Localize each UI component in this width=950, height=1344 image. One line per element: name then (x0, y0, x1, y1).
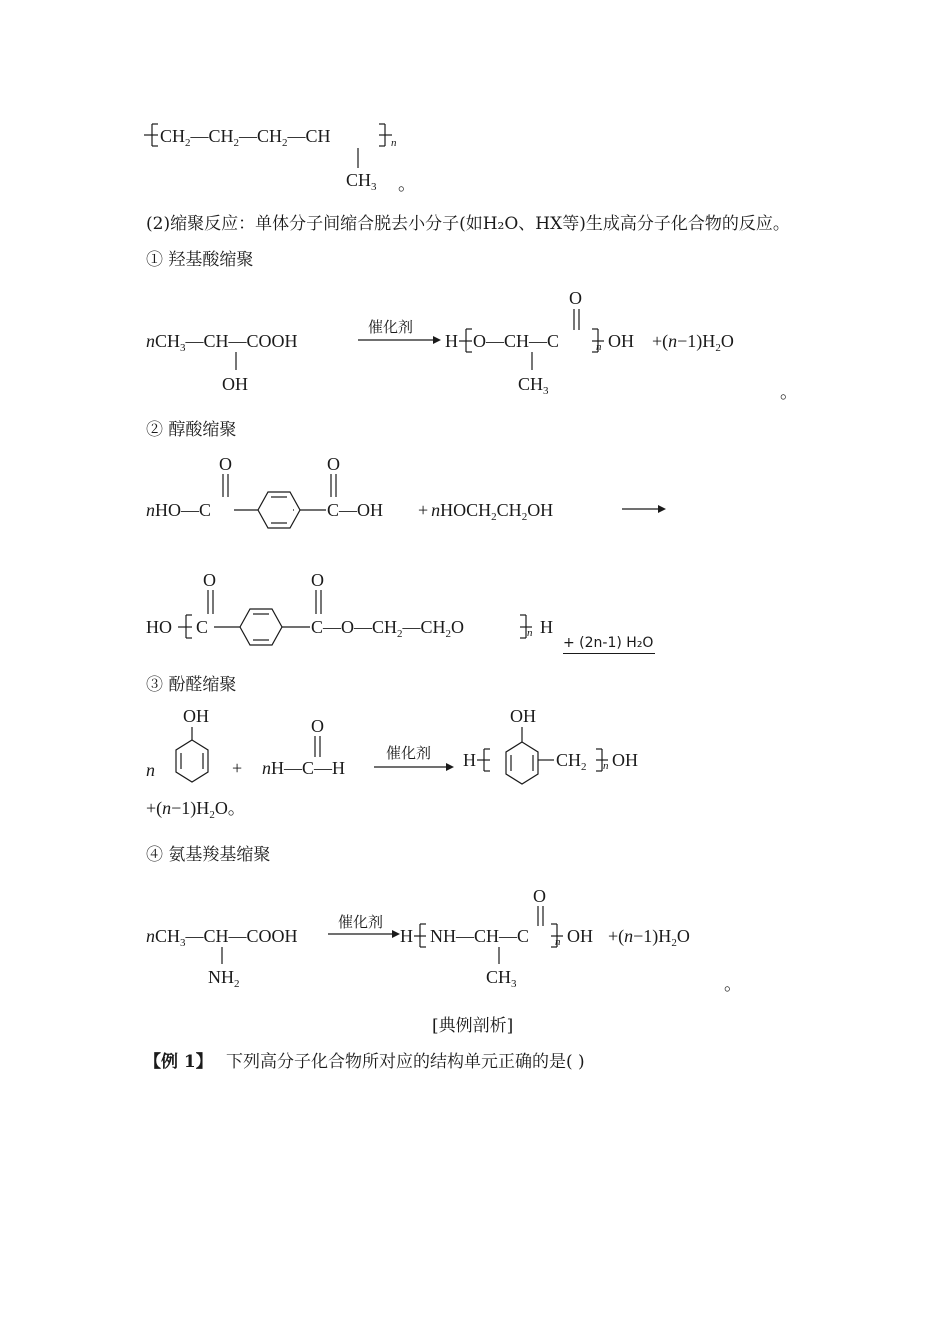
svg-text:nH—C—H: nH—C—H (262, 758, 346, 778)
svg-text:n: n (555, 936, 561, 948)
svg-text:O: O (311, 716, 324, 736)
svg-text:催化剂: 催化剂 (386, 744, 432, 762)
svg-text:CH2: $CH_2$ (556, 750, 587, 773)
svg-text:。: 。 (780, 382, 798, 402)
svg-text:O: O (203, 570, 216, 590)
svg-text:催化剂: 催化剂 (338, 913, 384, 931)
svg-text:nCH3—CH—COOH: nCH$_3$—CH—COOH (146, 926, 298, 949)
heading-amino-carboxyl: ④ 氨基羧基缩聚 (146, 845, 271, 865)
svg-text:C—O—CH2—CH2O: $C—O—CH_2—CH_2O$ (311, 617, 465, 640)
svg-text:。: 。 (724, 974, 742, 994)
svg-text:OH: OH (567, 926, 593, 946)
section-title: [典例剖析] (432, 1016, 514, 1036)
svg-text:NH2: $NH_2$ (208, 967, 240, 990)
svg-text:CH3: $CH_3$ (486, 967, 517, 990)
svg-text:O: O (311, 570, 324, 590)
svg-text:+(n−1)H2O。: $+(n-1)H_2O$。 (146, 798, 246, 821)
svg-text:OH: OH (510, 706, 536, 726)
svg-text:+(n−1)H2O: $+(n-1)H_2O$ (652, 331, 734, 354)
example-label: 【例 1】 (144, 1052, 213, 1072)
svg-text:HO: HO (146, 617, 172, 637)
svg-text:OH: OH (612, 750, 638, 770)
condensation-definition: (2)缩聚反应：单体分子间缩合脱去小分子(如H₂O、HX等)生成高分子化合物的反应。 (146, 214, 790, 234)
svg-text:NH—CH—C: NH—CH—C (430, 926, 530, 946)
svg-text:催化剂: 催化剂 (368, 318, 414, 336)
svg-text:O: O (327, 454, 340, 474)
svg-text:O: O (569, 288, 582, 308)
svg-text:+: + (232, 758, 243, 778)
svg-text:H: H (400, 926, 413, 946)
svg-text:CH2—CH2—CH2—CH: $CH_2—CH_2—CH_2—CH$ (160, 126, 331, 149)
heading-alcohol-acid: ② 醇酸缩聚 (146, 420, 237, 440)
svg-text:OH: OH (608, 331, 634, 351)
svg-text:n: n (596, 341, 602, 353)
svg-text:OH: OH (222, 374, 248, 394)
heading-phenol-formaldehyde: ③ 酚醛缩聚 (146, 675, 237, 695)
svg-text:C: C (196, 617, 209, 637)
svg-text:+(n−1)H2O: $+(n-1)H_2O$ (608, 926, 690, 949)
heading-hydroxy-acid: ① 羟基酸缩聚 (146, 250, 254, 270)
example-question: 下列高分子化合物所对应的结构单元正确的是( ) (226, 1052, 585, 1072)
svg-text:+nHOCH2CH2OH: + $nHOCH_2CH_2OH$ (418, 500, 554, 523)
svg-text:O: O (533, 886, 546, 906)
svg-text:nCH3—CH—COOH: nCH$_3$—CH—COOH (146, 331, 298, 354)
svg-text:O—CH—C: O—CH—C (473, 331, 560, 351)
svg-text:。: 。 (398, 174, 416, 194)
svg-text:nHO—C: nHO—C (146, 500, 212, 520)
svg-text:n: n (146, 760, 155, 780)
svg-text:CH3: $CH_3$ (518, 374, 549, 397)
byproduct-water: + (2n-1) H₂O (563, 633, 655, 654)
svg-text:H: H (463, 750, 476, 770)
svg-text:OH: OH (183, 706, 209, 726)
svg-text:C—OH: C—OH (327, 500, 384, 520)
svg-text:H: H (540, 617, 553, 637)
svg-text:n: n (603, 760, 609, 772)
svg-text:O: O (219, 454, 232, 474)
svg-text:CH3: $CH_3$ (346, 170, 377, 193)
svg-text:H: H (445, 331, 458, 351)
svg-text:n: n (391, 137, 397, 149)
svg-text:n: n (527, 627, 533, 639)
